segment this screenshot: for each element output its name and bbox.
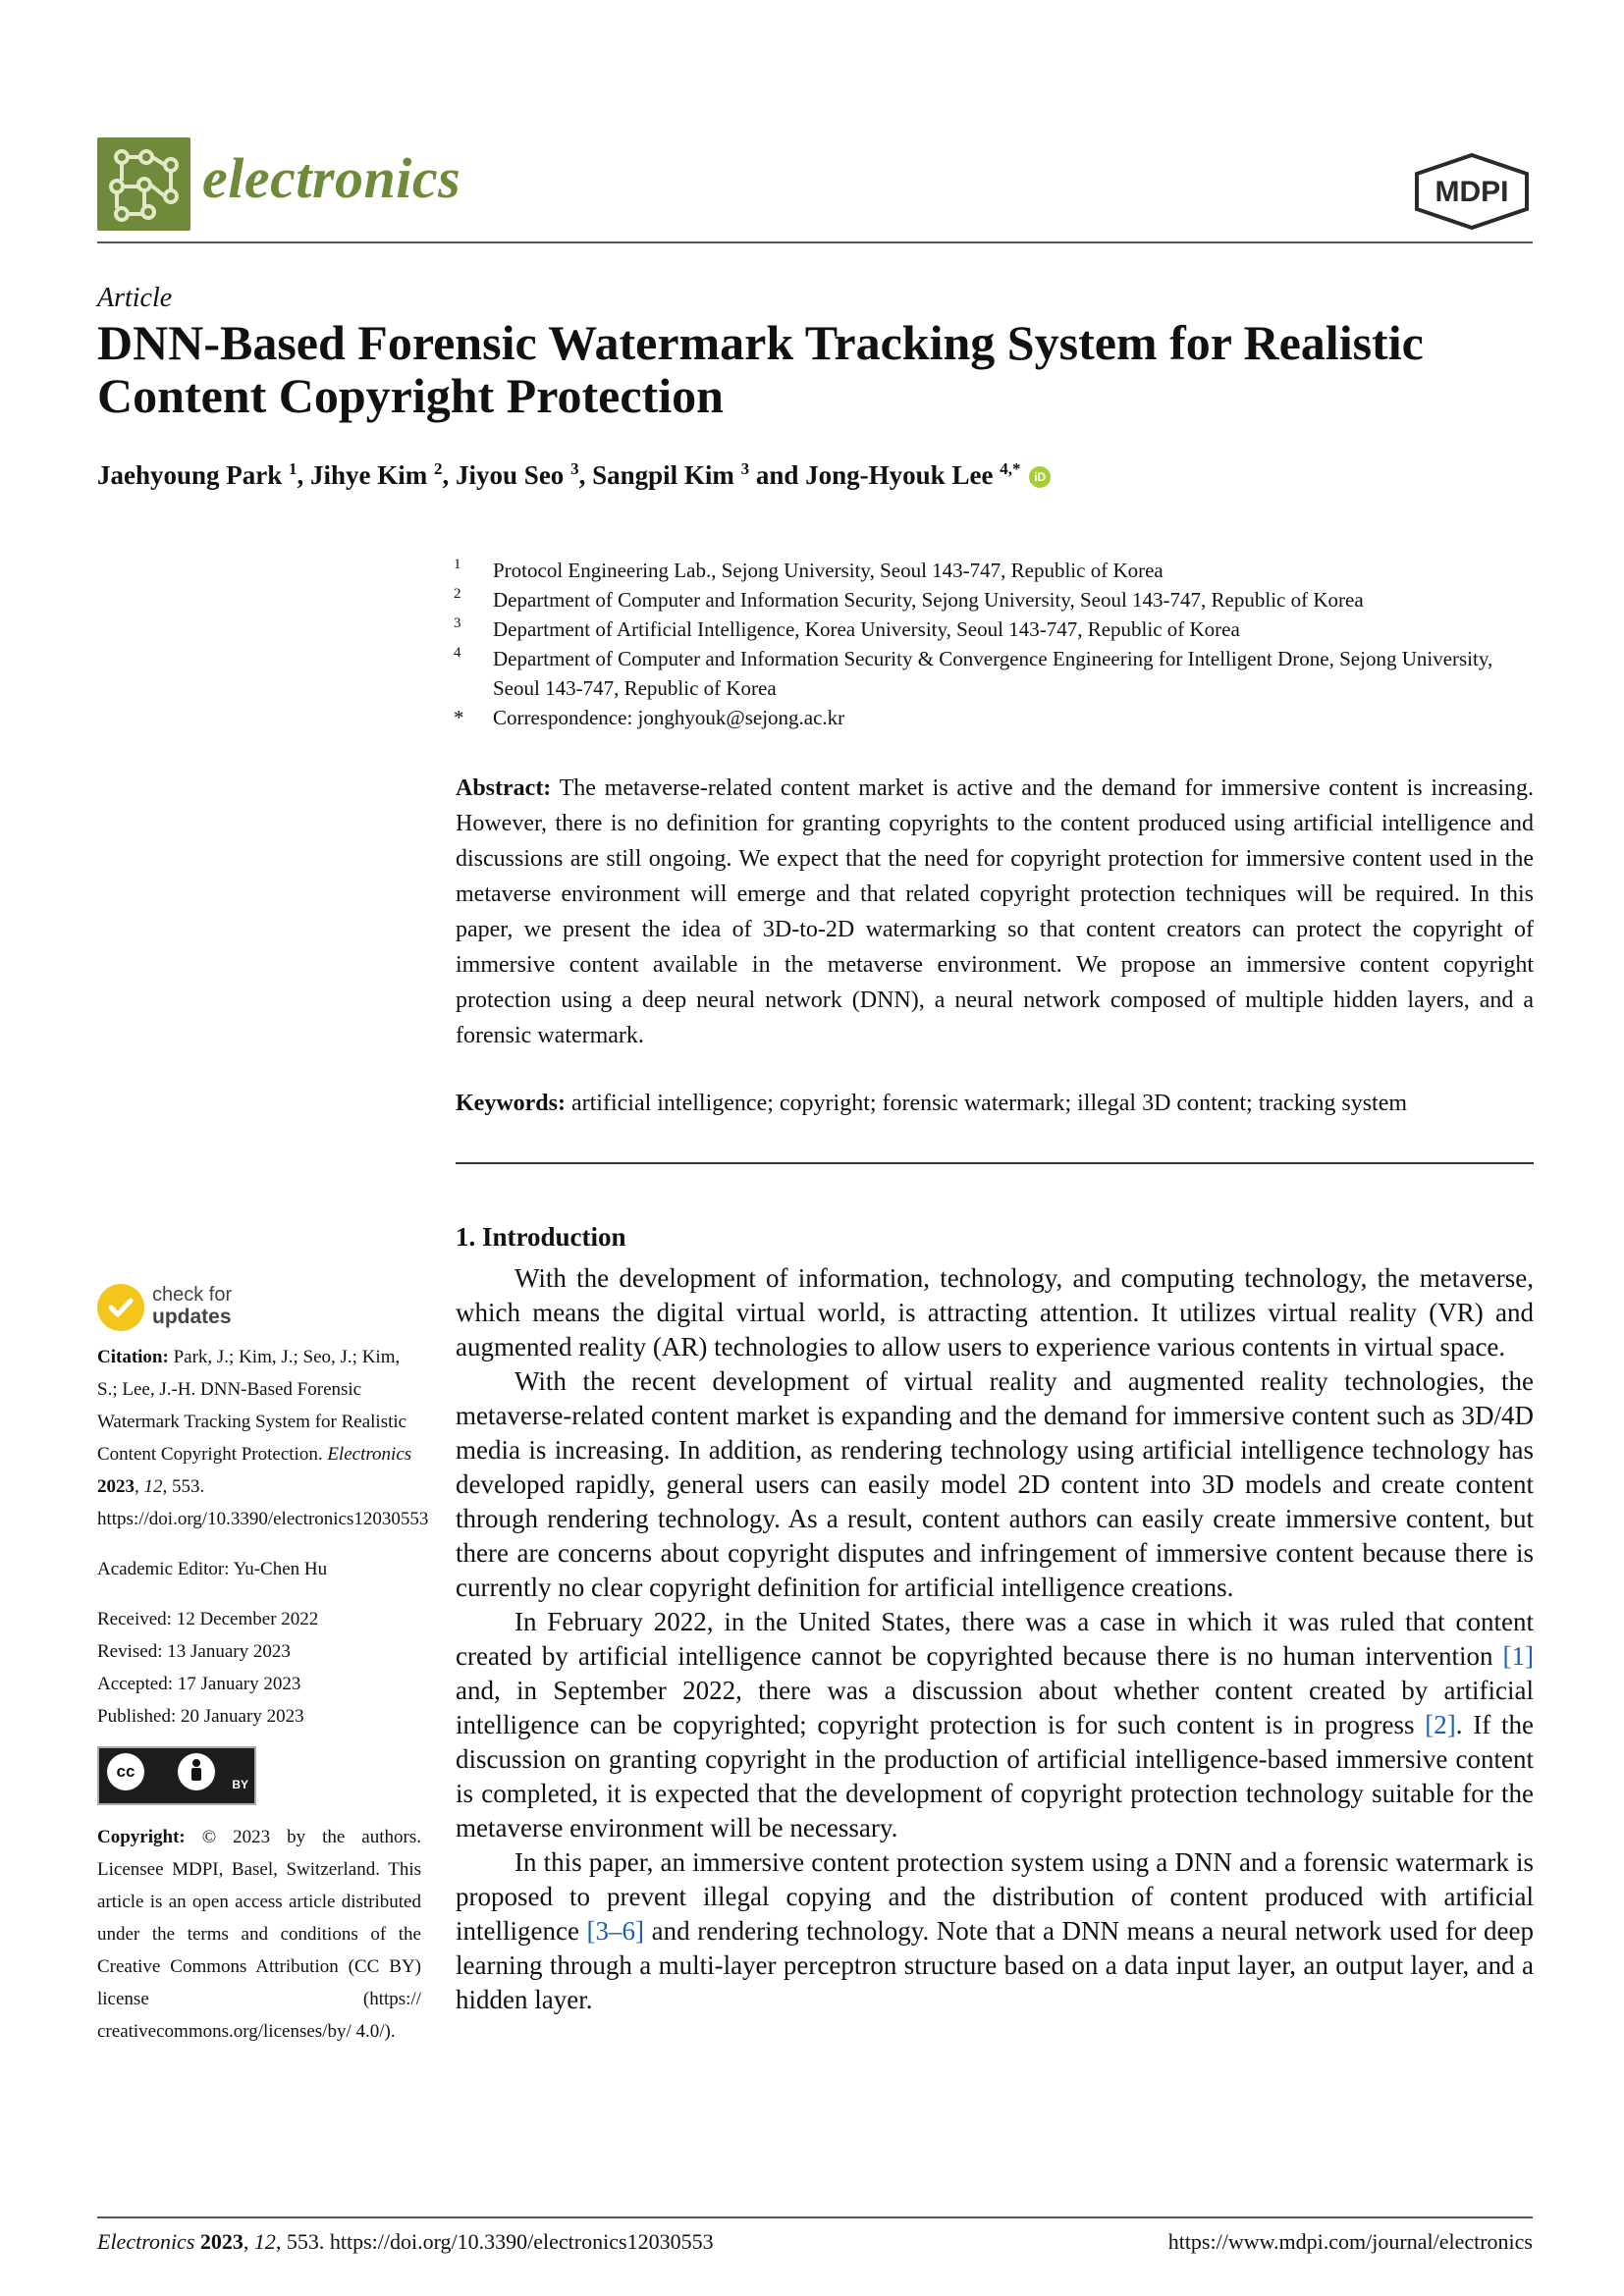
copyright-label: Copyright: [97, 1827, 186, 1847]
author-separator: , [297, 460, 311, 490]
author-affiliation: 3 [740, 459, 750, 478]
footer-rule [97, 2216, 1533, 2218]
paragraph-text: and, in September 2022, there was a discussion about whether content created by artificial intelligence can be copyrighted; copyright protection is for such content is in progress [456, 1676, 1534, 1739]
author-and: and [749, 460, 806, 490]
received-date: Received: 12 December 2022 [97, 1609, 319, 1629]
correspondence-item [454, 703, 1543, 732]
keywords-text: artificial intelligence; copyright; forensic watermark; illegal 3D content; tracking system [570, 1091, 1408, 1116]
abstract-text: The metaverse-related content market is active and the demand for immersive content is increasing. However, there is no definition for granting copyrights to the content produced using artificial intelligence and discussions are still ongoing. We expect that the need for copyright protection for immersive content used in the metaverse environment will emerge and that related copyright protection techniques will be required. In this paper, we present the idea of 3D-to-2D watermarking so that content creators can protect the copyright of immersive content available in the metaverse environment. We propose an immersive content copyright protection using a deep neural network (DNN), a neural network composed of multiple hidden layers, and a forensic watermark. [456, 775, 1534, 1048]
check-updates-line2: updates [152, 1306, 232, 1328]
copyright-text: © 2023 by the authors. Licensee MDPI, Basel, Switzerland. This article is an open access article distributed under the terms and conditions of the Creative Commons Attribution (CC BY) license (https:// creativecommons.org/licenses/by/ 4.0/). [97, 1827, 421, 2042]
abstract [456, 771, 1534, 1053]
circuit-icon [97, 137, 190, 231]
keywords-label: Keywords: [456, 1091, 566, 1116]
citation: Citation: Park, J.; Kim, J.; Seo, J.; Kim, S.; Lee, J.-H. DNN-Based Forensic Watermark Tracking System for Realistic Content Copyright Protection. Electronics 2023, 12, 553. https://doi.org/10.3390/electronics12030553 [97, 1347, 429, 1529]
author-name: Sangpil Kim [592, 460, 734, 490]
check-updates-line1: check for [152, 1284, 233, 1306]
author-separator: , [578, 460, 593, 490]
affiliation-number: 4 [454, 645, 461, 661]
author-affiliation: 3 [570, 459, 579, 478]
author-name: Jihye Kim [310, 460, 428, 490]
author-affiliation: 2 [434, 459, 443, 478]
title-line-1: DNN-Based Forensic Watermark Tracking System for Realistic [97, 315, 1424, 370]
keywords [456, 1086, 1534, 1121]
footer-journal: Electronics [97, 2229, 195, 2254]
affiliation-item [454, 556, 1543, 585]
affiliation-text: Protocol Engineering Lab., Sejong University, Seoul 143-747, Republic of Korea [493, 559, 1164, 582]
affiliation-text: Department of Computer and Information Security, Sejong University, Seoul 143-747, Republic of Korea [493, 588, 1364, 612]
citation-volume: 12 [143, 1476, 163, 1497]
author-affiliation: 1 [289, 459, 298, 478]
affiliation-text: Department of Computer and Information Security & Convergence Engineering for Intelligent Drone, Sejong University, Seoul 143-747, Republic of Korea [493, 647, 1493, 700]
citation-text: Park, J.; Kim, J.; Seo, J.; Kim, S.; Lee, J.-H. DNN-Based Forensic Watermark Tracking System for Realistic Content Copyright Protection. [97, 1347, 407, 1465]
affiliation-number: 1 [454, 557, 461, 572]
reference-link[interactable]: [3–6] [586, 1916, 645, 1946]
creative-commons-icon: cc [107, 1753, 144, 1790]
cc-by-license-badge[interactable] [97, 1746, 256, 1805]
attribution-person-icon [178, 1753, 215, 1790]
affiliation-text: Department of Artificial Intelligence, Korea University, Seoul 143-747, Republic of Korea [493, 617, 1240, 641]
paragraph [456, 1845, 1534, 2017]
affiliation-item [454, 585, 1543, 614]
citation-doi[interactable]: , 553. https://doi.org/10.3390/electronics12030553 [97, 1476, 429, 1529]
title-line-2: Content Copyright Protection [97, 368, 724, 423]
academic-editor: Academic Editor: Yu-Chen Hu [97, 1559, 328, 1579]
author-affiliation: 4,* [1000, 459, 1021, 478]
footer-citation: Electronics 2023, 12, 553. https://doi.org/10.3390/electronics12030553 [97, 2229, 714, 2254]
author-name: Jong-Hyouk Lee [805, 460, 994, 490]
published-date: Published: 20 January 2023 [97, 1706, 304, 1727]
citation-year: 2023 [97, 1476, 135, 1497]
footer-journal-url[interactable]: https://www.mdpi.com/journal/electronics [1167, 2229, 1533, 2254]
orcid-icon[interactable]: iD [1029, 466, 1051, 488]
affiliation-item [454, 644, 1543, 703]
affiliation-number: 2 [454, 586, 461, 602]
affiliation-number: 3 [454, 615, 461, 631]
paragraph [456, 1605, 1534, 1845]
author-separator: , [442, 460, 457, 490]
paragraph-text: In February 2022, in the United States, there was a case in which it was ruled that content created by artificial intelligence cannot be copyrighted because there is no human intervention [456, 1607, 1534, 1671]
author-list [97, 459, 1051, 491]
reference-link[interactable]: [1] [1502, 1641, 1534, 1671]
citation-journal: Electronics [327, 1444, 412, 1465]
author-name: Jaehyoung Park [97, 460, 283, 490]
mdpi-logo [1411, 152, 1533, 231]
page-title [97, 316, 1541, 422]
accepted-date: Accepted: 17 January 2023 [97, 1674, 301, 1694]
copyright [97, 1821, 421, 2048]
affiliation-item [454, 614, 1543, 644]
paragraph: With the development of information, technology, and computing technology, the metaverse, which means the digital virtual world, is attracting attention. It utilizes virtual reality (VR) and augmented reality (AR) technologies to allow users to experience various contents in virtual space. [456, 1263, 1534, 1362]
sidebar [97, 1341, 429, 2048]
correspondence-marker: * [454, 706, 464, 729]
check-updates-badge [97, 1284, 144, 1331]
svg-text:MDPI: MDPI [1435, 176, 1509, 208]
footer-year: 2023 [199, 2229, 244, 2254]
affiliations [454, 556, 1543, 732]
footer-doi[interactable]: , 553. https://doi.org/10.3390/electronics12030553 [275, 2229, 714, 2254]
footer-volume: 12 [253, 2229, 276, 2254]
journal-name: electronics [202, 146, 461, 210]
cc-by-label: BY [232, 1778, 248, 1791]
section-heading: 1. Introduction [456, 1222, 626, 1252]
abstract-label: Abstract: [456, 775, 552, 801]
correspondence-text[interactable]: Correspondence: jonghyouk@sejong.ac.kr [493, 706, 845, 729]
citation-label: Citation: [97, 1347, 169, 1367]
abstract-rule [456, 1162, 1534, 1164]
reference-link[interactable]: [2] [1425, 1710, 1456, 1739]
check-for-updates-button[interactable] [97, 1282, 284, 1333]
author-name: Jiyou Seo [456, 460, 565, 490]
checkmark-icon [105, 1292, 136, 1323]
paragraph-text: . If the discussion on granting copyright in the production of artificial intelligence-based immersive content is completed, it is expected that the development of copyright protection technology suitable for the metaverse environment will be necessary. [456, 1710, 1535, 1842]
paragraph-text: In this paper, an immersive content protection system using a DNN and a forensic watermark is proposed to prevent illegal copying and the distribution of content produced with artificial intelligence [456, 1847, 1534, 1946]
revised-date: Revised: 13 January 2023 [97, 1641, 291, 1662]
paragraph: With the recent development of virtual reality and augmented reality technologies, the metaverse-related content market is expanding and the demand for immersive content such as 3D/4D media is increasing. In addition, as rendering technology using artificial intelligence technology has developed rapidly, general users can easily model 2D content into 3D models and create content through rendering technology. As a result, content authors can easily create immersive content, but there are concerns about copyright disputes and infringement of immersive content because there is currently no clear copyright definition for artificial intelligence creations. [456, 1366, 1534, 1602]
article-type: Article [97, 283, 173, 313]
introduction-body [456, 1261, 1534, 2017]
journal-logo [97, 137, 190, 231]
paragraph-text: and rendering technology. Note that a DNN means a neural network used for deep learning through a multi-layer perceptron structure based on a data input layer, an output layer, and a hidden layer. [456, 1916, 1534, 2014]
header-rule [97, 241, 1533, 243]
